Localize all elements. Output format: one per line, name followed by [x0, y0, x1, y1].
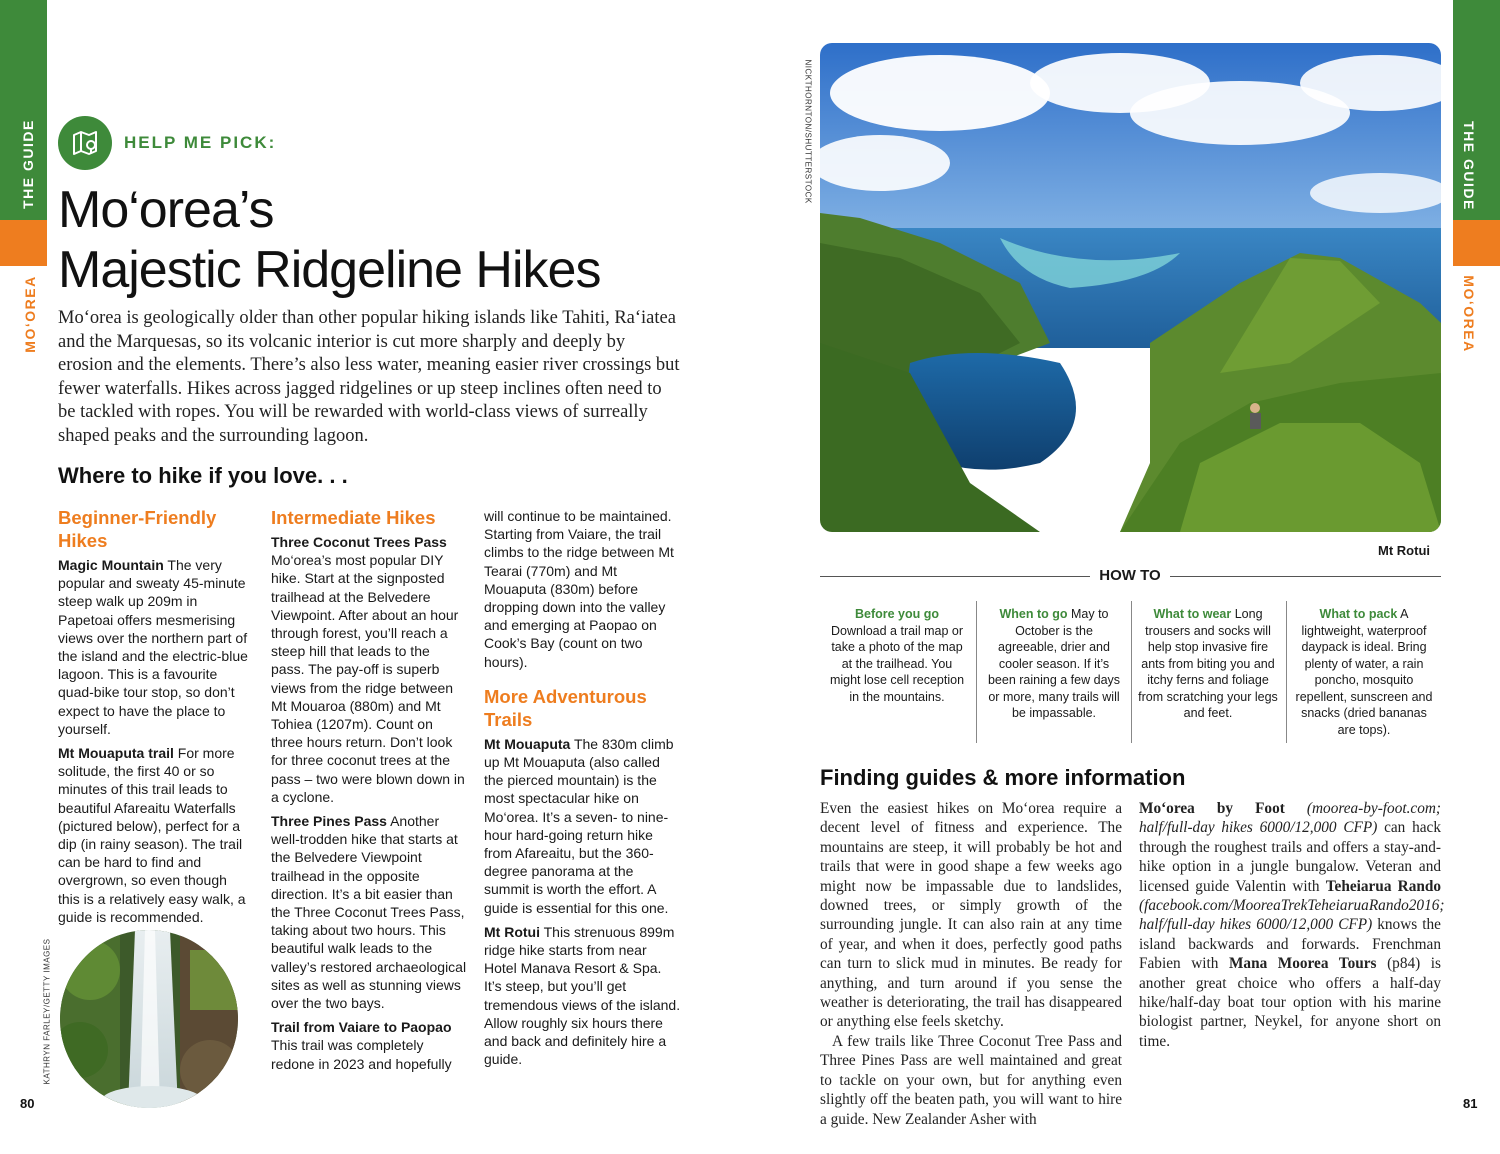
column-beginner [58, 506, 250, 932]
howto-tip-when [984, 606, 1124, 722]
hike-description: For more solitude, the first 40 or so minutes of this trail leads to beautiful Afareaitu Waterfalls (pictured below), perfect for a dip (in rainy season). The trail can be hard to find and overgrown, so even though this is a relatively easy walk, a guide is recommended. [58, 745, 246, 925]
guide-details: (moorea-by-foot.com; half/full-day hikes 6000/12,000 CFP) [1139, 800, 1441, 837]
waterfall-photo [60, 930, 238, 1108]
page-title [58, 180, 698, 300]
tip-divider [1286, 601, 1287, 743]
hike-name: Mt Mouaputa [484, 735, 571, 752]
hike-name: Mt Rotui [484, 923, 540, 940]
finding-text: (p84) is another great choice who offers a half-day hike/half-day boat tour option with his marine biologist partner, Neykel, for anyone short on time. [1139, 955, 1441, 1050]
howto-tip-wear [1138, 606, 1278, 722]
guide-name: Mana Moorea Tours [1228, 955, 1377, 973]
hike-entry [58, 744, 250, 926]
hike-description: This trail was completely redone in 2023 and hopefully [271, 1037, 452, 1072]
hike-description: The very popular and sweaty 45-minute steep walk up 209m in Papetoai offers mesmerising views over the northern part of the island and the electric-blue lagoon. This is a favourite quad-bike tour stop, so don’t expect to have the place to yourself. [58, 557, 248, 737]
howto-title: HOW TO [1099, 567, 1161, 584]
finding-paragraph-2-cont [1139, 799, 1445, 1051]
photo-credit: NICKTHORNTON/SHUTTERSTOCK [803, 59, 813, 204]
page-number-right: 81 [1463, 1096, 1478, 1111]
howto-rule-right [1170, 576, 1441, 577]
tip-text: Download a trail map or take a photo of the map at the trailhead. You might lose cell reception in the mountains. [829, 623, 965, 704]
hike-description: The 830m climb up Mt Mouaputa (also called the pierced mountain) is the most spectacular hike on Mo‘orea. It’s a seven- to nine-hour hard-going return hike from Afareaitu, but the 360-degree panorama at the summit is worth the effort. A guide is essential for this one. [484, 735, 674, 916]
hike-name: Trail from Vaiare to Paopao [271, 1019, 452, 1036]
hike-entry-continued: will continue to be maintained. Starting from Vaiare, the trail climbs to the ridge between Mt Tearai (770m) and Mt Mouaputa (830m) before dropping down into the valley and emerging at Paopao on Cook’s Bay (count on two hours). [484, 508, 674, 670]
finding-paragraph-2-start: A few trails like Three Coconut Tree Pass and Three Pines Pass are well maintained and great to tackle on your own, but for anything even slightly off the beaten path, you will want to hire a guide. New Zealander Asher with [820, 1032, 1122, 1128]
guide-name: Mo‘orea by Foot [1139, 800, 1285, 817]
hike-entry [271, 1018, 467, 1073]
tip-label: What to pack [1319, 607, 1398, 621]
tip-text: May to October is the agreeable, drier and cooler season. If it’s been raining a few days or more, many trails will be impassable. [987, 607, 1121, 720]
page-number-left: 80 [20, 1096, 35, 1111]
finding-text: knows the island backwards and forwards. Frenchman Fabien with [1139, 916, 1441, 973]
left-region-tab-block [0, 220, 47, 266]
hike-entry [58, 556, 250, 738]
tip-label: Before you go [854, 607, 940, 621]
howto-tip-before [827, 606, 967, 705]
guide-details: (facebook.com/MooreaTrekTeheiaruaRando2016; half/full-day hikes 6000/12,000 CFP) [1139, 897, 1445, 934]
column-adventurous [484, 507, 682, 1074]
map-pin-icon [58, 116, 112, 170]
hike-entry [484, 735, 682, 917]
tip-divider [976, 601, 977, 743]
hike-description: This strenuous 899m ridge hike starts from near Hotel Manava Resort & Spa. It’s steep, but you’ll get tremendous views of the island. Allow roughly six hours there and back and definitely hire a guide. [484, 923, 681, 1068]
section-heading-intermediate: Intermediate Hikes [271, 507, 436, 528]
right-region-tab-block [1453, 220, 1500, 266]
hike-entry [271, 812, 467, 1012]
right-region-tab-label: MO‘OREA [1461, 275, 1477, 353]
hike-description: Another well-trodden hike that starts at the Belvedere Viewpoint trailhead in the opposite direction. It’s a bit easier than the Three Coconut Trees Pass, taking about two hours. This beautiful walk leads to the valley’s restored archaeological sites as well as stunning views over the two bays. [271, 813, 467, 1012]
tip-label: When to go [999, 607, 1068, 621]
column-intermediate [271, 506, 467, 1079]
hike-entry [484, 923, 682, 1069]
left-guide-tab-label: THE GUIDE [20, 119, 36, 209]
where-to-hike-heading: Where to hike if you love. . . [58, 463, 348, 488]
howto-rule-left [820, 576, 1090, 577]
hike-name: Mt Mouaputa trail [58, 745, 174, 762]
hike-name: Magic Mountain [58, 557, 164, 573]
right-guide-tab-label: THE GUIDE [1461, 121, 1477, 211]
help-me-pick-label: HELP ME PICK: [124, 133, 277, 152]
howto-tip-pack [1294, 606, 1434, 738]
guide-name: Teheiarua Rando [1325, 877, 1442, 895]
mt-rotui-photo [820, 43, 1441, 532]
page-title-line1: Mo‘orea’s [58, 181, 274, 239]
tip-label: What to wear [1153, 607, 1232, 621]
hike-name: Three Pines Pass [271, 813, 387, 830]
hike-name: Three Coconut Trees Pass [271, 534, 447, 550]
photo-caption: Mt Rotui [1378, 543, 1430, 558]
section-heading-adventurous: More Adventurous Trails [484, 685, 647, 730]
finding-guides-heading: Finding guides & more information [820, 765, 1186, 790]
tip-text: A lightweight, waterproof daypack is ideal. Bring plenty of water, a rain poncho, mosquito repellent, sunscreen and snacks (dried bananas are tops). [1295, 607, 1433, 737]
finding-text: can hack through the roughest trails and offers a stay-and-hike option in a jungle bungalow. Veteran and licensed guide Valentin with [1139, 819, 1441, 895]
section-heading-beginner: Beginner-Friendly Hikes [58, 507, 217, 551]
tip-divider [1131, 601, 1132, 743]
finding-column-2 [1139, 799, 1445, 1051]
waterfall-photo-credit: KATHRYN FARLEY/GETTY IMAGES [42, 938, 52, 1085]
finding-paragraph-1: Even the easiest hikes on Mo‘orea require a decent level of fitness and experience. The mountains are steep, it will probably be hot and trails that were in good shape a few weeks ago might now be impassable due to landslides, downed trees, or simply growth of the surrounding jungle. It can also rain at any time of year, and when it does, perfectly good paths can turn to slick mud in minutes. Be ready for anything, and turn around if you sense the weather is deteriorating, the trail has disappeared or anything else feels sketchy. [820, 800, 1122, 1031]
finding-column-1 [820, 799, 1122, 1129]
intro-paragraph: Mo‘orea is geologically older than other popular hiking islands like Tahiti, Ra‘iatea and the Marquesas, so its volcanic interior is cut more sharply and deeply by erosion and the elements. There’s also less water, meaning easier river crossings but fewer waterfalls. Hikes across jagged ridgelines or up steep inclines often need to be tackled with ropes. You will be rewarded with world-class views of surreally shaped peaks and the surrounding lagoon. [58, 308, 680, 446]
hike-description: Mo‘orea’s most popular DIY hike. Start at the signposted trailhead at the Belvedere Viewpoint. After about an hour through forest, you’ll reach a steep hill that leads to the pass. The pay-off is superb views from the ridge between Mt Mouaroa (880m) and Mt Tohiea (1207m). Count on three hours return. Don’t look for three coconut trees at the pass – two were blown down in a cyclone. [271, 552, 465, 805]
tip-text: Long trousers and socks will help stop invasive fire ants from biting you and itchy ferns and foliage from scratching your legs and feet. [1138, 607, 1278, 720]
page-title-line2: Majestic Ridgeline Hikes [58, 241, 601, 299]
left-region-tab-label: MO‘OREA [22, 275, 38, 353]
hike-entry [271, 533, 467, 806]
